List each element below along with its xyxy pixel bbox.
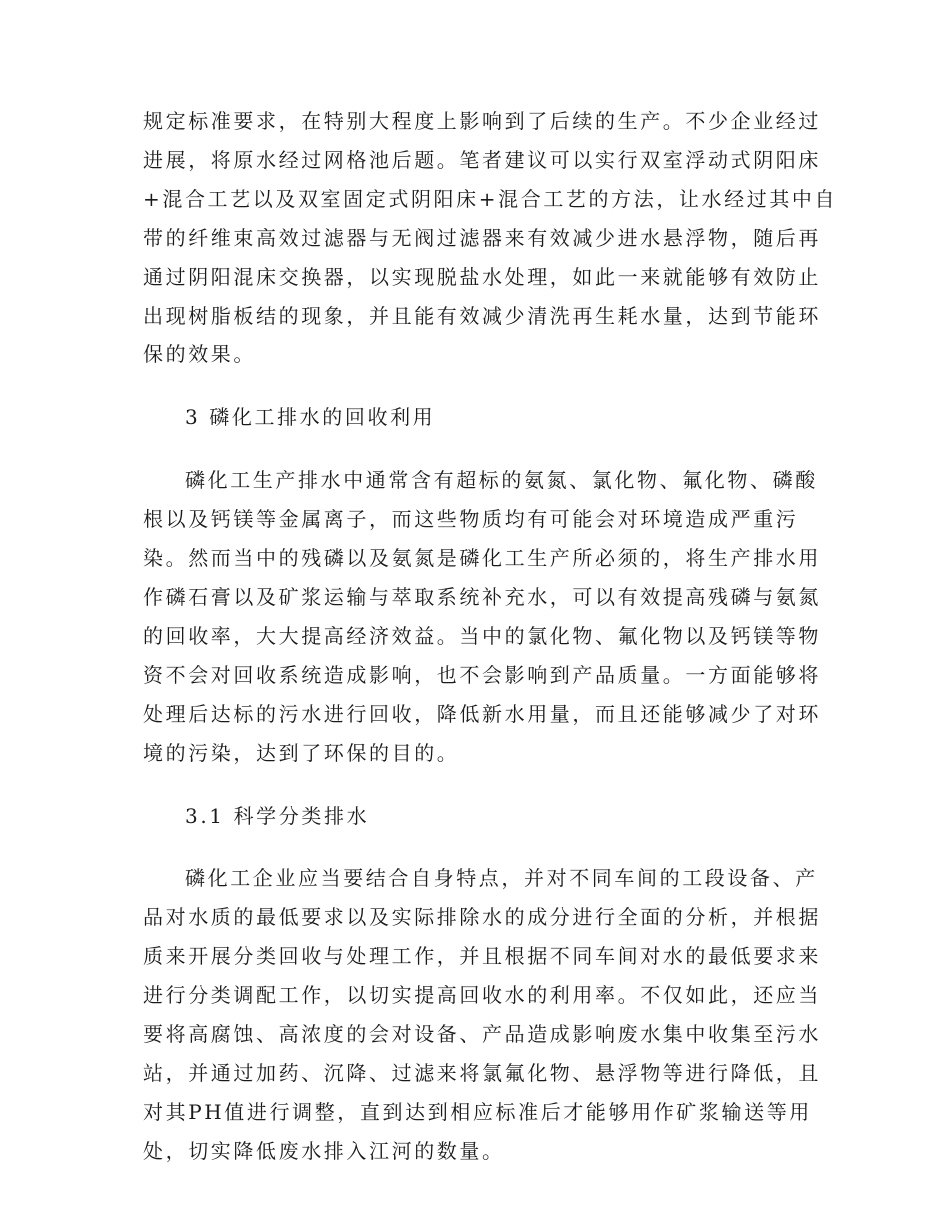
text-line: 境的污染，达到了环保的目的。 [143, 740, 460, 765]
text-line: 通过阴阳混床交换器，以实现脱盐水处理，如此一来就能够有效防止 [143, 264, 821, 289]
text-line: 品对水质的最低要求以及实际排除水的成分进行全面的分析，并根据 [143, 905, 821, 930]
text-line: 根以及钙镁等金属离子，而这些物质均有可能会对环境造成严重污 [143, 507, 799, 532]
section-heading-3-1: 3.1 科学分类排水 [185, 803, 370, 828]
spacer [143, 773, 815, 797]
paragraph-classified-drainage [143, 859, 821, 1170]
spacer [143, 437, 815, 461]
text-line: 染。然而当中的残磷以及氨氮是磷化工生产所必须的，将生产排水用 [143, 546, 821, 571]
text-line: 出现树脂板结的现象，并且能有效减少清洗再生耗水量，达到节能环 [143, 303, 821, 328]
text-line: +混合工艺以及双室固定式阴阳床+混合工艺的方法，让水经过其中自 [143, 186, 838, 211]
text-line: 处理后达标的污水进行回收，降低新水用量，而且还能够减少了对环 [143, 701, 821, 726]
text-line: 要将高腐蚀、高浓度的会对设备、产品造成影响废水集中收集至污水 [143, 1022, 821, 1047]
text-line: 对其PH值进行调整，直到达到相应标准后才能够用作矿浆输送等用 [143, 1099, 812, 1124]
document-page [143, 102, 838, 1171]
text-line: 磷化工生产排水中通常含有超标的氨氮、氯化物、氟化物、磷酸 [185, 468, 818, 493]
text-line: 带的纤维束高效过滤器与无阀过滤器来有效减少进水悬浮物，随后再 [143, 225, 821, 250]
text-line: 保的效果。 [143, 342, 256, 367]
text-line: 进展，将原水经过网格池后题。笔者建议可以实行双室浮动式阴阳床 [143, 147, 821, 172]
text-line: 规定标准要求，在特别大程度上影响到了后续的生产。不少企业经过 [143, 109, 821, 133]
text-line: 处，切实降低废水排入江河的数量。 [143, 1138, 505, 1163]
spacer [143, 374, 815, 398]
text-line: 的回收率，大大提高经济效益。当中的氯化物、氟化物以及钙镁等物 [143, 623, 821, 648]
paragraph-recycling [143, 461, 821, 772]
text-line: 质来开展分类回收与处理工作，并且根据不同车间对水的最低要求来 [143, 944, 821, 969]
text-line: 资不会对回收系统造成影响，也不会影响到产品质量。一方面能够将 [143, 662, 821, 687]
text-line: 站，并通过加药、沉降、过滤来将氯氟化物、悬浮物等进行降低，且 [143, 1060, 821, 1085]
section-heading-3: 3 磷化工排水的回收利用 [185, 405, 436, 430]
paragraph-water-treatment [143, 102, 838, 374]
text-line: 进行分类调配工作，以切实提高回收水的利用率。不仅如此，还应当 [143, 983, 821, 1008]
text-line: 作磷石膏以及矿浆运输与萃取系统补充水，可以有效提高残磷与氨氮 [143, 584, 821, 609]
text-line: 磷化工企业应当要结合自身特点，并对不同车间的工段设备、产 [185, 866, 818, 891]
spacer [143, 835, 815, 859]
